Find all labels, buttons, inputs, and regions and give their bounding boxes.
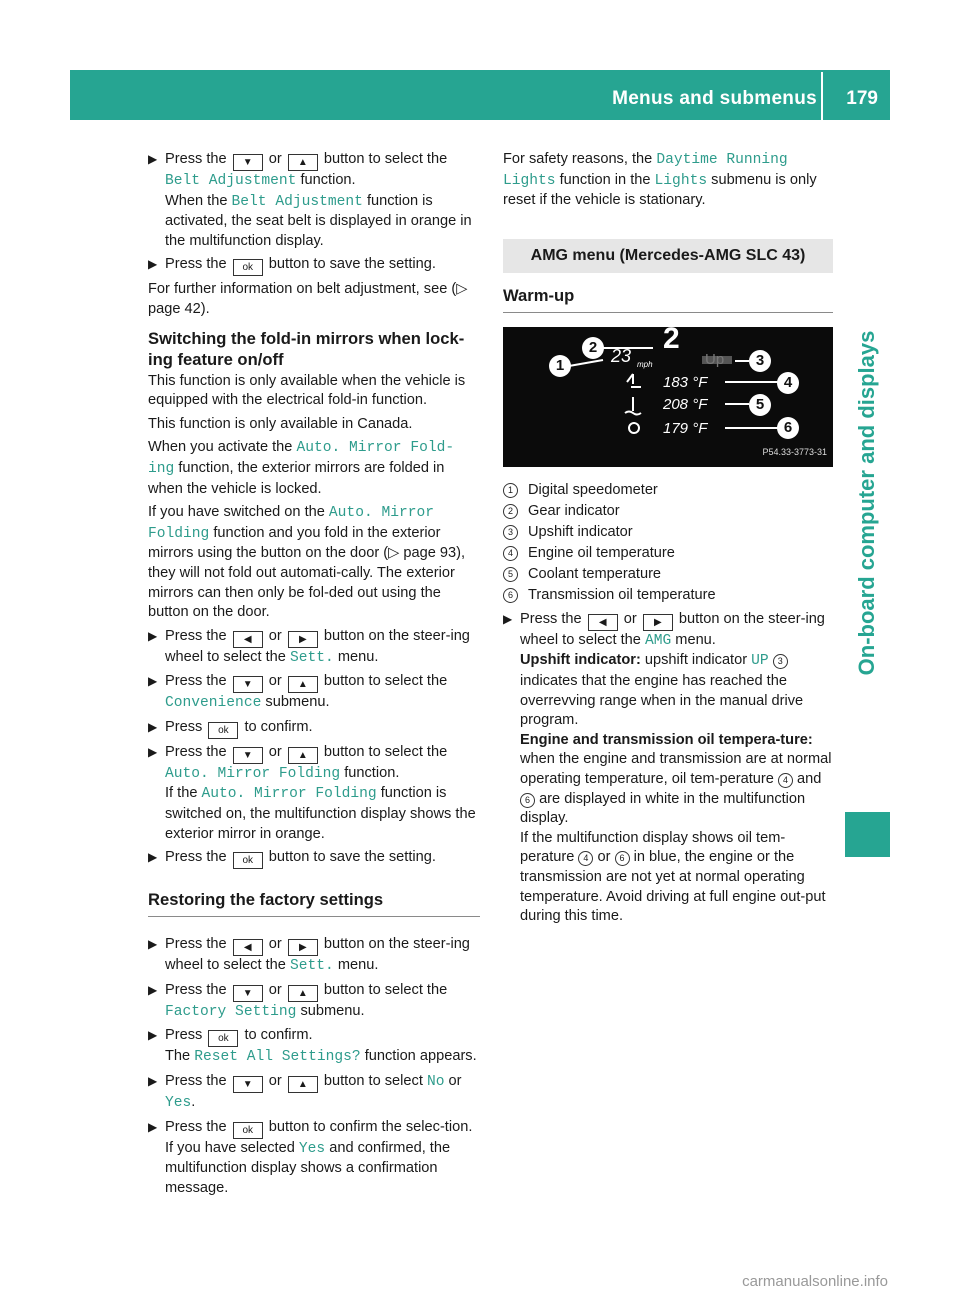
ok-key-icon: ok [208, 1030, 238, 1047]
menu-term: Belt Adjustment [165, 173, 297, 189]
speed-readout: 23 [611, 345, 632, 366]
arrow-icon: ▶ [148, 257, 158, 272]
arrow-icon: ▶ [148, 719, 158, 734]
menu-term: Belt Adjustment [231, 193, 363, 210]
callout-ref: 6 [615, 851, 630, 866]
menu-term: Reset All Settings? [194, 1049, 361, 1066]
header-divider [821, 72, 823, 120]
right-key-icon: ▶ [288, 939, 318, 956]
callout-ref: 3 [773, 654, 788, 669]
menu-term: UP [751, 653, 769, 670]
left-key-icon: ◀ [588, 614, 618, 631]
paragraph: When you activate the Auto. Mirror Fold-ing function, the exterior mirrors are folded in when the vehicle is locked. [148, 439, 455, 497]
left-column [148, 150, 480, 1202]
step: ▶ Press the ▼ or ▲ button to select No or Yes. [148, 1073, 462, 1112]
legend [503, 481, 833, 606]
up-key-icon: ▲ [288, 747, 318, 764]
menu-term: No [426, 1074, 445, 1091]
callout-ref: 4 [778, 773, 793, 788]
upshift-label: Upshift indicator: [520, 652, 641, 669]
step: ▶ Press the ok button to confirm the selec-tion. If you have selected Yes and confirmed, the multifunction display shows a confirmation message. [148, 1118, 473, 1196]
upshift-readout: Up [705, 350, 725, 368]
menu-term: Sett. [289, 958, 334, 975]
engine-oil-temp: 183 °F [663, 373, 708, 391]
menu-term: Yes [298, 1140, 326, 1157]
watermark: carmanualsonline.info [742, 1273, 888, 1290]
paragraph: If you have switched on the Auto. Mirror Folding function and you fold in the exterior mirrors using the button on the door (▷ page 93), they will not fold out automati-cally. The exterior mirrors can then only be fol-ded out using the button on the door. [148, 504, 466, 621]
arrow-icon: ▶ [148, 152, 158, 166]
paragraph: For safety reasons, the Daytime Running Lights function in the Lights submenu is only reset if the vehicle is stationary. [503, 151, 817, 209]
down-key-icon: ▼ [233, 747, 263, 764]
right-key-icon: ▶ [288, 631, 318, 648]
callout-4: 4 [777, 372, 799, 394]
legend-item: 1 Digital speedometer [503, 481, 833, 501]
ok-key-icon: ok [233, 1122, 263, 1139]
legend-item: 3 Upshift indicator [503, 523, 833, 543]
callout-5: 5 [749, 394, 771, 416]
down-key-icon: ▼ [233, 1076, 263, 1093]
right-column [503, 150, 833, 931]
menu-term: Auto. Mirror Folding [148, 505, 435, 542]
up-key-icon: ▲ [288, 154, 318, 171]
menu-term: AMG [644, 632, 672, 649]
coolant-temp: 208 °F [663, 395, 708, 413]
figure-code: P54.33-3773-31 [762, 447, 827, 458]
arrow-icon: ▶ [148, 744, 158, 759]
arrow-icon: ▶ [148, 1074, 158, 1089]
callout-ref: 6 [520, 793, 535, 808]
up-key-icon: ▲ [288, 1076, 318, 1093]
left-key-icon: ◀ [233, 939, 263, 956]
menu-term: Auto. Mirror Folding [165, 765, 341, 782]
down-key-icon: ▼ [233, 154, 263, 171]
callout-6: 6 [777, 417, 799, 439]
down-key-icon: ▼ [233, 985, 263, 1002]
step: ▶ Press the ok button to save the setting. [148, 848, 480, 869]
heading-fold-in-mirrors: Switching the fold-in mirrors when lock-ing feature on/off [148, 328, 465, 369]
step: ▶ Press the ◀ or ▶ button on the steer-ing wheel to select the Sett. menu. [148, 936, 470, 975]
side-tab [845, 233, 890, 773]
paragraph: This function is only available in Canada. [148, 415, 413, 432]
step: ▶ Press ok to confirm. The Reset All Settings? function appears. [148, 1027, 477, 1066]
right-key-icon: ▶ [643, 614, 673, 631]
legend-item: 2 Gear indicator [503, 502, 833, 522]
menu-term: Sett. [289, 649, 334, 666]
page-number: 179 [846, 88, 878, 109]
left-key-icon: ◀ [233, 631, 263, 648]
step: ▶ Press the ▼ or ▲ button to select the Belt Adjustment function. When the Belt Adjustment function is activated, the seat belt is displayed in orange in the multifunction display. [148, 151, 472, 249]
arrow-icon: ▶ [148, 982, 158, 997]
arrow-icon: ▶ [148, 1028, 158, 1043]
ok-key-icon: ok [208, 722, 238, 739]
paragraph: This function is only available when the vehicle is equipped with the electrical fold-in function. [148, 372, 466, 409]
callout-3: 3 [749, 350, 771, 372]
instrument-cluster-image [503, 321, 833, 467]
menu-term: Yes [165, 1095, 192, 1112]
menu-term: Daytime Running Lights [503, 152, 788, 189]
heading-warm-up: Warm-up [503, 285, 833, 313]
menu-term: Lights [654, 172, 708, 189]
menu-term: Factory Setting [165, 1003, 297, 1020]
side-tab-label: On-board computer and displays [854, 330, 879, 676]
callout-2: 2 [582, 337, 604, 359]
callout-1: 1 [549, 355, 571, 377]
legend-item: 4 Engine oil temperature [503, 544, 833, 564]
arrow-icon: ▶ [148, 628, 158, 643]
menu-term: Convenience [165, 695, 262, 712]
legend-item: 5 Coolant temperature [503, 565, 833, 585]
callout-ref: 4 [578, 851, 593, 866]
transmission-oil-temp: 179 °F [663, 419, 708, 437]
arrow-icon: ▶ [148, 850, 158, 865]
step: ▶ Press the ◀ or ▶ button on the steer-ing wheel to select the Sett. menu. [148, 627, 470, 666]
side-marker [845, 812, 890, 857]
speed-unit: mph [637, 359, 653, 369]
amg-menu-heading: AMG menu (Mercedes-AMG SLC 43) [503, 239, 833, 273]
step: ▶ Press the ▼ or ▲ button to select the Factory Setting submenu. [148, 981, 448, 1020]
heading-restore-factory: Restoring the factory settings [148, 889, 480, 917]
step: ▶ Press the ▼ or ▲ button to select the Convenience submenu. [148, 673, 448, 712]
gear-readout: 2 [663, 321, 680, 355]
step: ▶ Press the ok button to save the setting. [148, 255, 480, 276]
menu-term: Auto. Mirror Fold-ing [148, 440, 455, 477]
engine-oil-label: Engine and transmission oil tempera-ture: [520, 731, 813, 748]
up-key-icon: ▲ [288, 676, 318, 693]
up-key-icon: ▲ [288, 985, 318, 1002]
page-header [70, 70, 890, 120]
legend-item: 6 Transmission oil temperature [503, 586, 833, 606]
ok-key-icon: ok [233, 852, 263, 869]
down-key-icon: ▼ [233, 676, 263, 693]
arrow-icon: ▶ [148, 937, 158, 952]
menu-term: Auto. Mirror Folding [201, 786, 377, 803]
arrow-icon: ▶ [148, 674, 158, 689]
section-title: Menus and submenus [612, 88, 817, 109]
step: ▶ Press ok to confirm. [148, 718, 480, 739]
step: ▶ Press the ◀ or ▶ button on the steer-ing wheel to select the AMG menu. Upshift indicator: upshift indicator UP 3 indicates that the engine has reached the overrevving range when in the manual drive program. Engine and transmission oil tempera-ture: when the engine and transmission are at normal operating temperature, oil tem-perature 4 and 6 are displayed in white in the multifunction display. If the multifunction display shows oil tem-perature 4 or 6 in blue, the engine or the transmission are not yet at normal operating temperature. Avoid driving at full engine out-put during this time. [503, 610, 832, 925]
ok-key-icon: ok [233, 259, 263, 276]
arrow-icon: ▶ [503, 611, 513, 626]
arrow-icon: ▶ [148, 1119, 158, 1134]
step: ▶ Press the ▼ or ▲ button to select the Auto. Mirror Folding function. If the Auto. Mirror Folding function is switched on, the multifunction display shows the exterior mirror in orange. [148, 743, 476, 842]
paragraph: For further information on belt adjustment, see (▷ page 42). [148, 281, 468, 317]
